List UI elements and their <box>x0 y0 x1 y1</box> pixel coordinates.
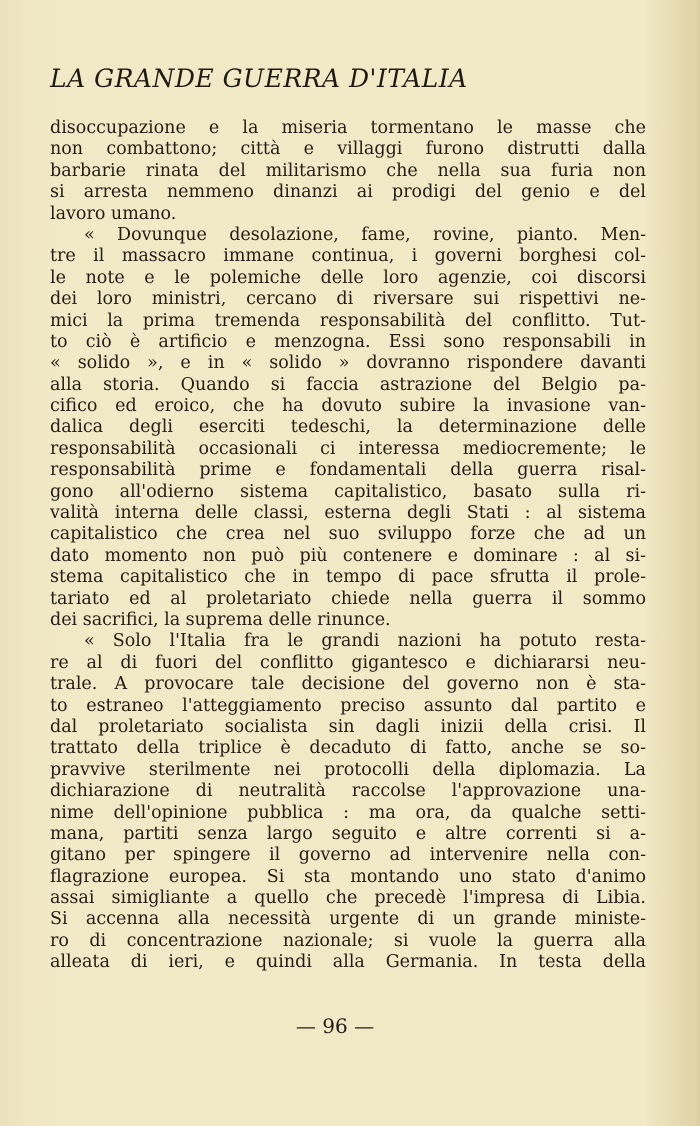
text-line: trattato della triplice è decaduto di fatto, anche se so- <box>50 738 646 759</box>
text-line: tariato ed al proletariato chiede nella guerra il sommo <box>50 588 646 609</box>
text-line: barbarie rinata del militarismo che nella sua furia non <box>50 160 646 181</box>
text-line: gitano per spingere il governo ad intervenire nella con- <box>50 845 646 866</box>
text-line: valità interna delle classi, esterna degli Stati : al sistema <box>50 503 646 524</box>
text-line: alla storia. Quando si faccia astrazione del Belgio pa- <box>50 374 646 395</box>
text-line: capitalistico che crea nel suo sviluppo forze che ad un <box>50 524 646 545</box>
page-number: — 96 — <box>295 1014 375 1038</box>
text-line: non combattono; città e villaggi furono distrutti dalla <box>50 139 646 160</box>
text-line: responsabilità prime e fondamentali della guerra risal- <box>50 460 646 481</box>
text-line: assai simigliante a quello che precedè l'impresa di Libia. <box>50 888 646 909</box>
text-line: responsabilità occasionali ci interessa mediocremente; le <box>50 438 646 459</box>
text-line: le note e le polemiche delle loro agenzie, coi discorsi <box>50 267 646 288</box>
text-line: Si accenna alla necessità urgente di un grande ministe- <box>50 909 646 930</box>
text-line: stema capitalistico che in tempo di pace sfrutta il prole- <box>50 567 646 588</box>
text-line: tre il massacro immane continua, i governi borghesi col- <box>50 246 646 267</box>
text-line: to ciò è artificio e menzogna. Essi sono responsabili in <box>50 331 646 352</box>
text-line: dei loro ministri, cercano di riversare sui rispettivi ne- <box>50 289 646 310</box>
text-line: « Solo l'Italia fra le grandi nazioni ha potuto resta- <box>84 631 646 652</box>
text-line: gono all'odierno sistema capitalistico, basato sulla ri- <box>50 481 646 502</box>
text-line: to estraneo l'atteggiamento preciso assunto dal partito e <box>50 695 646 716</box>
text-line: dato momento non può più contenere e dominare : al si- <box>50 545 646 566</box>
text-line: dalica degli eserciti tedeschi, la determinazione delle <box>50 417 646 438</box>
text-line: dei sacrifici, la suprema delle rinunce. <box>50 609 391 630</box>
text-line: si arresta nemmeno dinanzi ai prodigi del genio e del <box>50 182 646 203</box>
text-line: nime dell'opinione pubblica : ma ora, da qualche setti- <box>50 802 646 823</box>
text-line: « solido », e in « solido » dovranno rispondere davanti <box>50 353 646 374</box>
text-line: cifico ed eroico, che ha dovuto subire la invasione van- <box>50 396 646 417</box>
text-line: re al di fuori del conflitto gigantesco e dichiararsi neu- <box>50 652 646 673</box>
text-line: disoccupazione e la miseria tormentano le masse che <box>50 118 646 138</box>
text-line: dal proletariato socialista sin dagli inizii della crisi. Il <box>50 716 646 737</box>
text-line: « Dovunque desolazione, fame, rovine, pianto. Men- <box>84 224 646 245</box>
text-line: dichiarazione di neutralità raccolse l'approvazione una- <box>50 781 646 802</box>
text-line: ro di concentrazione nazionale; si vuole la guerra alla <box>50 930 646 951</box>
text-line: flagrazione europea. Si sta montando uno stato d'animo <box>50 866 646 887</box>
text-line: alleata di ieri, e quindi alla Germania. In testa della <box>50 952 646 973</box>
running-header: LA GRANDE GUERRA D'ITALIA <box>50 64 468 93</box>
text-line: pravvive sterilmente nei protocolli della diplomazia. La <box>50 759 646 780</box>
text-line: mana, partiti senza largo seguito e altre correnti si a- <box>50 823 646 844</box>
text-line: trale. A provocare tale decisione del governo non è sta- <box>50 674 646 695</box>
body-text <box>50 118 646 974</box>
text-line: mici la prima tremenda responsabilità del conflitto. Tut- <box>50 310 646 331</box>
text-line: lavoro umano. <box>50 203 177 224</box>
